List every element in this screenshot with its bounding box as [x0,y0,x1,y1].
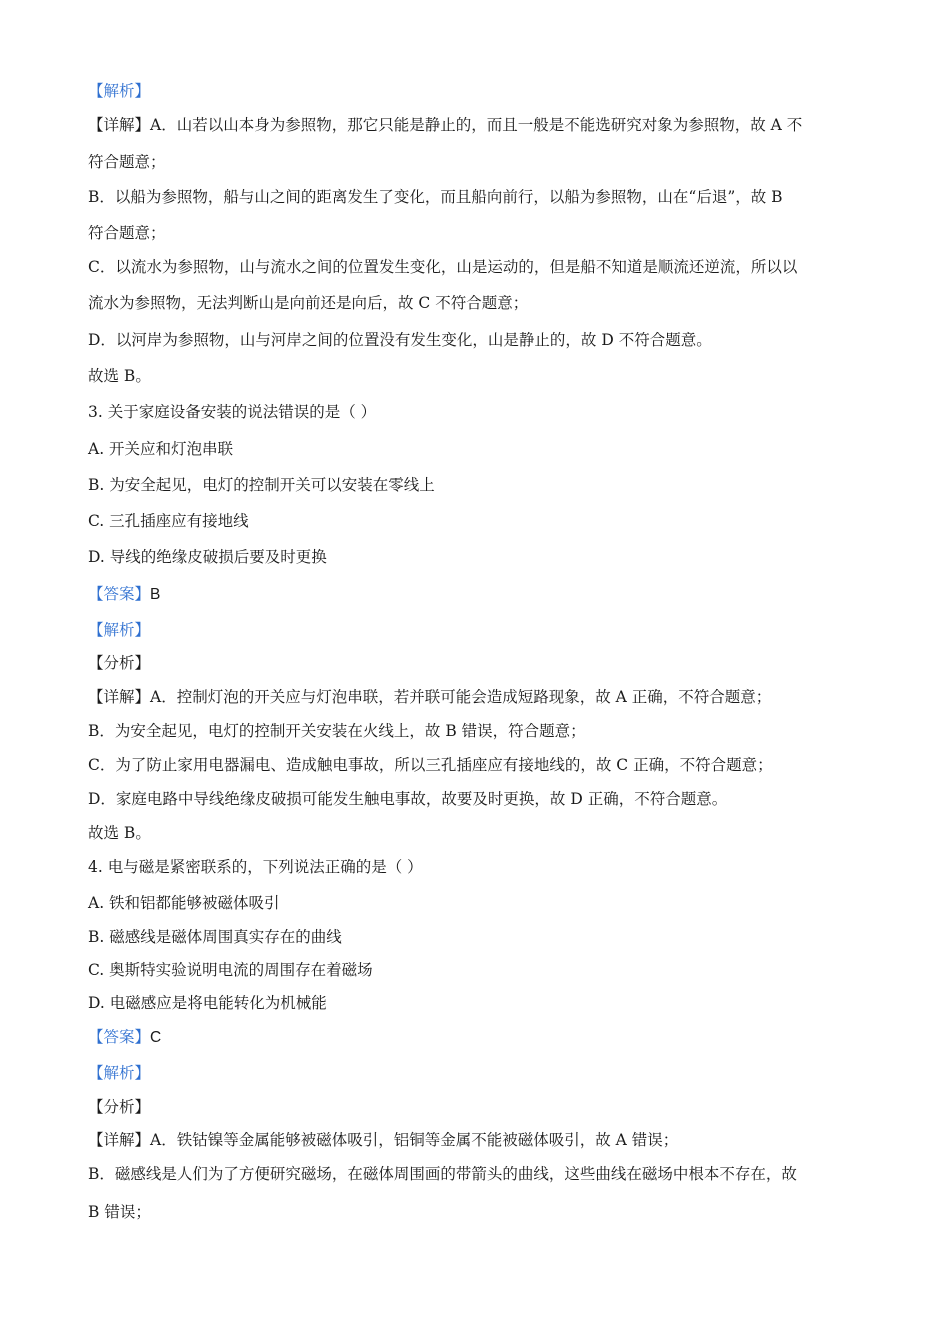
detail-tag: 【详解】 [88,688,151,706]
answer-tag: 【答案】 [88,585,151,603]
q3-detail-line-c: C．为了防止家用电器漏电、造成触电事故，所以三孔插座应有接地线的，故 C 正确，不符合题意； [88,756,773,774]
q3-detail-line-a [88,687,771,707]
detail-line-a [88,115,802,135]
q3-detail-line-b: B．为安全起见，电灯的控制开关安装在火线上，故 B 错误，符合题意； [88,722,586,740]
answer-tag: 【答案】 [88,1028,151,1046]
q3-analysis-header: 【解析】 [88,621,151,639]
q4-option-d: D. 电磁感应是将电能转化为机械能 [88,994,327,1012]
answer-value: B [150,586,161,603]
answer-value: C [150,1029,162,1046]
detail-text-a: A．山若以山本身为参照物，那它只能是静止的，而且一般是不能选研究对象为参照物，故 A 不 [150,116,803,134]
q3-option-b: B. 为安全起见，电灯的控制开关可以安装在零线上 [88,476,435,494]
detail-line-c: C．以流水为参照物，山与流水之间的位置发生变化，山是运动的，但是船不知道是顺流还逆流，所以以 [88,258,798,276]
detail-tag: 【详解】 [88,116,151,134]
q4-analysis-header: 【解析】 [88,1064,151,1082]
detail-tag: 【详解】 [88,1131,151,1149]
q4-detail-line-b-cont: B 错误； [88,1203,151,1221]
q4-answer-line [88,1027,161,1048]
q4-detail-line-a [88,1130,678,1150]
q4-option-c: C. 奥斯特实验说明电流的周围存在着磁场 [88,961,373,979]
q3-option-d: D. 导线的绝缘皮破损后要及时更换 [88,548,327,566]
q3-answer-line [88,584,160,605]
analysis-header: 【解析】 [88,82,151,100]
q3-fenxi-header: 【分析】 [88,654,151,672]
question-4-stem: 4. 电与磁是紧密联系的，下列说法正确的是（ ） [88,858,423,876]
q3-conclusion: 故选 B。 [88,824,151,842]
detail-text-a: A．铁钴镍等金属能够被磁体吸引，铝铜等金属不能被磁体吸引，故 A 错误； [150,1131,679,1149]
q4-detail-line-b: B．磁感线是人们为了方便研究磁场，在磁体周围画的带箭头的曲线，这些曲线在磁场中根本不存在，故 [88,1165,797,1183]
detail-line-a-cont: 符合题意； [88,153,166,171]
q3-option-a: A. 开关应和灯泡串联 [88,440,234,458]
detail-line-c-cont: 流水为参照物，无法判断山是向前还是向后，故 C 不符合题意； [88,294,529,312]
detail-text-a: A．控制灯泡的开关应与灯泡串联，若并联可能会造成短路现象，故 A 正确，不符合题意； [150,688,772,706]
conclusion: 故选 B。 [88,367,151,385]
q4-option-b: B. 磁感线是磁体周围真实存在的曲线 [88,928,342,946]
detail-line-b: B．以船为参照物，船与山之间的距离发生了变化，而且船向前行，以船为参照物，山在“后退”，故 B [88,188,783,206]
q3-option-c: C. 三孔插座应有接地线 [88,512,249,530]
q4-option-a: A. 铁和铝都能够被磁体吸引 [88,894,280,912]
question-3-stem: 3. 关于家庭设备安装的说法错误的是（ ） [88,403,377,421]
q4-fenxi-header: 【分析】 [88,1098,151,1116]
detail-line-d: D．以河岸为参照物，山与河岸之间的位置没有发生变化，山是静止的，故 D 不符合题意。 [88,331,712,349]
q3-detail-line-d: D．家庭电路中导线绝缘皮破损可能发生触电事故，故要及时更换，故 D 正确，不符合题意。 [88,790,728,808]
detail-line-b-cont: 符合题意； [88,224,166,242]
